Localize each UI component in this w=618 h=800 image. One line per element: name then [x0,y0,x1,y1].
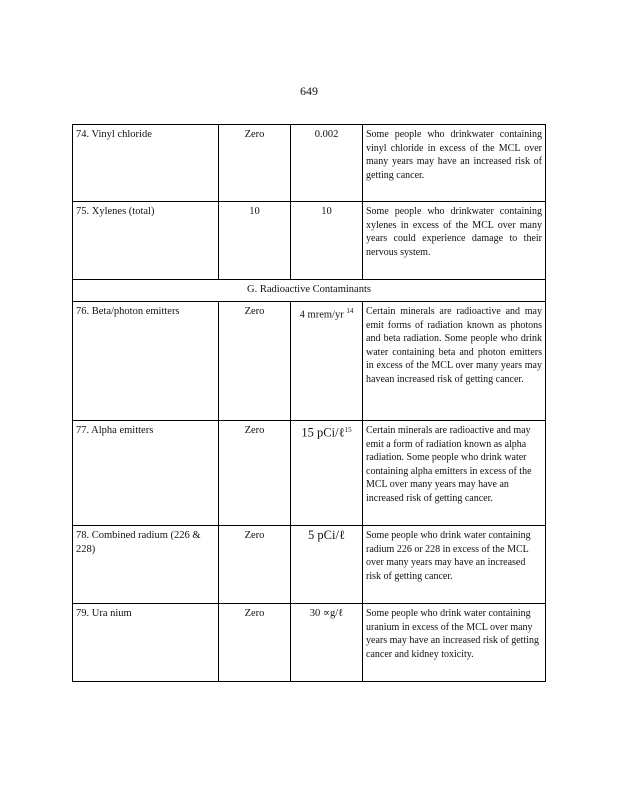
mcl-cell [291,302,363,421]
health-effect: Certain minerals are radioactive and may emit forms of radiation known as photons and beta radiation. Some people who drink water containing beta and photon emitters in excess of the MCL over many years may havean increased risk of getting cancer. [363,302,546,421]
footnote-marker: 14 [346,307,354,315]
mclg-value: Zero [219,604,291,682]
table-row [73,125,546,202]
page-number: 649 [300,84,318,98]
mcl-cell [291,526,363,604]
table-row [73,421,546,526]
section-heading: G. Radioactive Contaminants [73,280,546,302]
mcl-value: 4 mrem/yr [299,309,344,321]
contaminants-table [72,124,546,682]
contaminant-name: 75. Xylenes (total) [73,202,219,280]
mclg-value: Zero [219,421,291,526]
footnote-marker: 15 [344,426,352,434]
health-effect: Some people who drink water containing radium 226 or 228 in excess of the MCL over many years may have an increased risk of getting cancer. [363,526,546,604]
mcl-value: 10 [291,202,363,280]
mcl-cell [291,604,363,682]
mclg-value: Zero [219,125,291,202]
table-row [73,302,546,421]
table-row [73,526,546,604]
mcl-value: 0.002 [291,125,363,202]
health-effect: Certain minerals are radioactive and may emit a form of radiation known as alpha radiation. Some people who drink water containing alpha emitters in excess of the MCL over many years may have an increased risk of getting cancer. [363,421,546,526]
mclg-value: Zero [219,526,291,604]
mcl-value: 15 pCi/ℓ [301,425,345,440]
health-effect: Some people who drinkwater containing vinyl chloride in excess of the MCL over many years may have an increased risk of getting cancer. [363,125,546,202]
contaminant-name: 77. Alpha emitters [73,421,219,526]
mcl-cell [291,421,363,526]
health-effect: Some people who drinkwater containing xylenes in excess of the MCL over many years could experience damage to their nervous system. [363,202,546,280]
mcl-value: 30 ∝g/ℓ [309,608,344,619]
mclg-value: 10 [219,202,291,280]
section-heading-row [73,280,546,302]
table-row [73,202,546,280]
mcl-value: 5 pCi/ℓ [308,528,345,542]
table-row [73,604,546,682]
mclg-value: Zero [219,302,291,421]
contaminant-name: 79. Ura nium [73,604,219,682]
health-effect: Some people who drink water containing uranium in excess of the MCL over many years may have an increased risk of getting cancer and kidney toxicity. [363,604,546,682]
contaminant-name: 74. Vinyl chloride [73,125,219,202]
contaminant-name: 78. Combined radium (226 & 228) [73,526,219,604]
contaminant-name: 76. Beta/photon emitters [73,302,219,421]
